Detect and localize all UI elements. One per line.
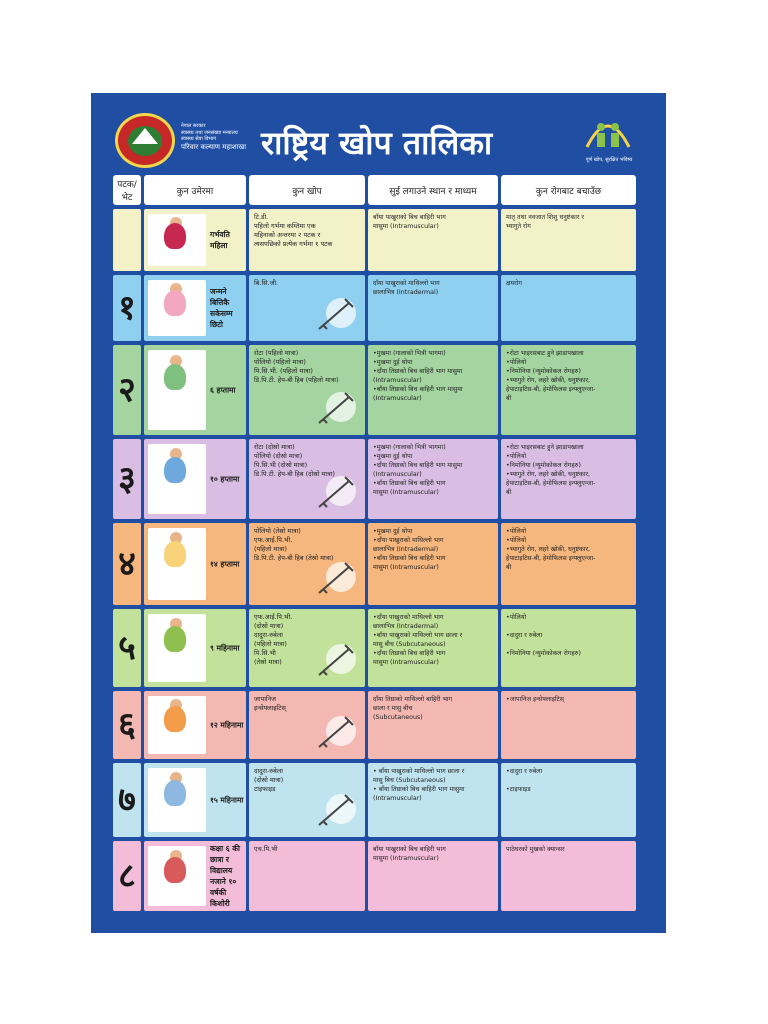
- syringe-icon: [313, 389, 359, 429]
- age-label: जन्मने बित्तिकै सकेसम्म छिटो: [210, 287, 233, 329]
- vaccine-cell: [249, 345, 365, 435]
- schedule-row: [113, 609, 639, 687]
- vaccine-line: एफ.आई.पि.भी.: [254, 536, 293, 544]
- vaccine-line: (दोस्रो मात्रा): [254, 622, 284, 630]
- vaccination-poster: [91, 93, 666, 933]
- disease-cell: [501, 691, 636, 759]
- age-cell: [144, 345, 246, 435]
- vaccine-line: डि.पि.टी. हेप-बी हिब (पहिलो मात्रा): [254, 376, 339, 384]
- site-line: •बाँया तिघ्राको बिच बाहिरी भाग: [373, 480, 446, 487]
- site-line: •मुखमा दुई थोपा: [373, 453, 413, 460]
- schedule-row: [113, 439, 639, 519]
- vaccine-line: (तेस्रो मात्रा): [254, 658, 282, 666]
- site-line: (Intramuscular): [373, 795, 422, 802]
- vaccine-line: पोलियो (पहिलो मात्रा): [254, 358, 306, 366]
- dose-number: ८: [113, 841, 141, 911]
- disease-line: बी: [506, 489, 512, 496]
- age-label: ६ हप्तामा: [210, 385, 236, 395]
- vaccine-line: पहिलो गर्भमा कम्तिमा एक: [254, 222, 316, 230]
- site-line: छालाभित्र (Intradermal): [373, 546, 439, 553]
- vaccine-cell: [249, 609, 365, 687]
- injection-site-cell: [368, 439, 498, 519]
- ministry-line: स्वास्थ्य सेवा विभाग: [181, 136, 217, 142]
- site-line: बाँया पाखुराको बिच बाहिरी भाग: [373, 846, 446, 853]
- vaccine-line: पि.सि.भी: [254, 649, 276, 657]
- site-line: •मुखमा (गालाको भित्री भागमा): [373, 350, 446, 357]
- schedule-row: [113, 275, 639, 341]
- disease-line: बी: [506, 564, 512, 571]
- disease-line: हेपाटाइटिस-बी, हेमोफिलस इन्फ्लुएन्जा-: [506, 555, 596, 562]
- site-line: (Intramuscular): [373, 395, 422, 402]
- site-line: •बाँया तिघ्राको बिच बाहिरी भाग मासुमा: [373, 386, 463, 393]
- age-cell: [144, 209, 246, 271]
- disease-line: •जापानिज इन्सेफ्लाइटिस्: [506, 696, 564, 703]
- site-line: •दाँया तिघ्राको बिच बाहिरी भाग मासुमा: [373, 368, 463, 375]
- child-illustration-icon: [148, 444, 206, 514]
- site-line: मासुमा (Intramuscular): [373, 659, 439, 666]
- vaccine-line: पि.सि.भी (दोस्रो मात्रा): [254, 461, 308, 469]
- disease-cell: [501, 609, 636, 687]
- disease-line: बी: [506, 395, 512, 402]
- government-emblem: [115, 113, 175, 168]
- age-cell: [144, 609, 246, 687]
- disease-line: •भ्यागुते रोग, लहरे खोकी, धनुष्टंकार,: [506, 546, 591, 553]
- syringe-icon: [313, 641, 359, 681]
- child-illustration-icon: [148, 280, 206, 336]
- bottom-band: [91, 919, 666, 933]
- age-cell: [144, 523, 246, 605]
- disease-line: •दादुरा र रुबेला: [506, 632, 543, 639]
- site-line: •दाँया तिघ्राको बिच बाहिरी भाग: [373, 650, 446, 657]
- disease-cell: [501, 275, 636, 341]
- dose-number: १: [113, 275, 141, 341]
- disease-line: हेपाटाइटिस-बी, हेमोफिलस इन्फ्लुएन्जा-: [506, 386, 596, 393]
- site-line: •दाँया तिघ्राको बिच बाहिरी भाग मासुमा: [373, 462, 463, 469]
- vaccine-line: दादुरा-रुबेला: [254, 631, 283, 639]
- disease-line: क्षयरोग: [506, 280, 522, 287]
- site-line: बाँया पाखुराको बिच बाहिरी भाग: [373, 214, 446, 221]
- dose-number: ३: [113, 439, 141, 519]
- syringe-icon: [313, 473, 359, 513]
- column-header: सुई लगाउने स्थान र माध्यम: [368, 175, 498, 205]
- child-illustration-icon: [148, 214, 206, 266]
- disease-line: •भ्यागुते रोग, लहरे खोकी, धनुष्टंकार,: [506, 377, 591, 384]
- disease-cell: [501, 345, 636, 435]
- vaccine-line: त्यसपछिको प्रत्येक गर्भमा १ पटक: [254, 240, 333, 248]
- vaccine-line: पोलियो (तेस्रो मात्रा): [254, 527, 301, 535]
- vaccine-cell: [249, 841, 365, 911]
- disease-line: •रोटा भाइरसबाट हुने झाडापखाला: [506, 444, 584, 451]
- disease-line: [506, 776, 631, 785]
- age-cell: [144, 763, 246, 837]
- child-illustration-icon: [148, 846, 206, 906]
- vaccine-line: टि.डी.: [254, 213, 269, 221]
- column-header: कुन खोप: [249, 175, 365, 205]
- child-illustration-icon: [148, 696, 206, 754]
- schedule-row: [113, 345, 639, 435]
- injection-site-cell: [368, 841, 498, 911]
- vaccine-line: डि.पि.टी. हेप-बी हिब (तेस्रो मात्रा): [254, 554, 334, 562]
- vaccine-line: पि.सि.भी. (पहिलो मात्रा): [254, 367, 313, 375]
- vaccine-line: डि.पि.टी. हेप-बी हिब (दोस्रो मात्रा): [254, 470, 335, 478]
- vaccine-cell: [249, 275, 365, 341]
- site-line: मासु बीच (Subcutaneous): [373, 641, 446, 648]
- disease-line: हेपाटाइटिस-बी, हेमोफिलस इन्फ्लुएन्जा-: [506, 480, 596, 487]
- injection-site-cell: [368, 691, 498, 759]
- age-label: १४ हप्तामा: [210, 559, 240, 569]
- vaccine-line: एच.पि.भी: [254, 845, 278, 853]
- schedule-row: [113, 209, 639, 271]
- ministry-line: स्वास्थ्य तथा जनसंख्या मन्त्रालय: [181, 129, 238, 136]
- injection-site-cell: [368, 523, 498, 605]
- column-header: कुन रोगबाट बचाउँछ: [501, 175, 636, 205]
- site-line: मासुमा (Intramuscular): [373, 489, 439, 496]
- schedule-row: [113, 763, 639, 837]
- disease-line: •रोटा भाइरसबाट हुने झाडापखाला: [506, 350, 584, 357]
- vaccine-line: जापानिज: [254, 695, 276, 703]
- vaccine-line: पोलियो (दोस्रो मात्रा): [254, 452, 303, 460]
- site-line: (Intramuscular): [373, 377, 422, 384]
- disease-line: •भ्यागुते रोग, लहरे खोकी, धनुष्टंकार,: [506, 471, 591, 478]
- schedule-row: [113, 523, 639, 605]
- disease-cell: [501, 523, 636, 605]
- vaccine-cell: [249, 691, 365, 759]
- ministry-line: परिवार कल्याण महाशाखा: [181, 142, 247, 151]
- dose-number: ७: [113, 763, 141, 837]
- injection-site-cell: [368, 609, 498, 687]
- disease-line: •दादुरा र रुबेला: [506, 768, 543, 775]
- vaccine-cell: [249, 523, 365, 605]
- vaccine-line: रोटा (दोस्रो मात्रा): [254, 443, 295, 451]
- injection-site-cell: [368, 345, 498, 435]
- age-label: ९ महिनामा: [210, 643, 240, 653]
- site-line: •मुखमा दुई थोपा: [373, 359, 413, 366]
- disease-line: •पोलियो: [506, 453, 527, 460]
- disease-line: •पोलियो: [506, 528, 527, 535]
- injection-site-cell: [368, 763, 498, 837]
- vaccine-line: (दोस्रो मात्रा): [254, 776, 284, 784]
- child-illustration-icon: [148, 768, 206, 832]
- site-line: मासुमा (Intramuscular): [373, 564, 439, 571]
- age-cell: [144, 691, 246, 759]
- site-line: छाला र मासु बीच: [373, 705, 413, 712]
- disease-line: •पोलियो: [506, 537, 527, 544]
- logo-caption: पूर्ण खोप, सुरक्षित भविष्य: [585, 157, 633, 163]
- syringe-icon: [313, 559, 359, 599]
- disease-line: [506, 640, 631, 649]
- disease-line: •निमोनिया (न्युमोकोकल रोगहरु): [506, 368, 581, 375]
- vaccine-line: रोटा (पहिलो मात्रा): [254, 349, 299, 357]
- site-line: •मुखमा दुई थोपा: [373, 528, 413, 535]
- vaccine-line: (पहिलो मात्रा): [254, 545, 287, 553]
- injection-site-cell: [368, 275, 498, 341]
- site-line: दाँया तिघ्राको माथिल्लो बाहिरी भाग: [373, 696, 453, 703]
- age-label: १० हप्तामा: [210, 474, 240, 484]
- disease-line: •पोलियो: [506, 614, 527, 621]
- age-label: गर्भवति महिला: [210, 230, 230, 250]
- site-line: छालाभित्र (Intradermal): [373, 623, 439, 630]
- dose-number: ४: [113, 523, 141, 605]
- disease-line: पाठेघरको मुखको क्यान्सर: [506, 846, 565, 853]
- column-header: कुन उमेरमा: [144, 175, 246, 205]
- vaccine-line: बि.सि.जी.: [254, 279, 279, 287]
- site-line: •बाँया तिघ्राको बिच बाहिरी भाग: [373, 555, 446, 562]
- site-line: मासुमा (Intramuscular): [373, 223, 439, 230]
- vaccine-line: (पहिलो मात्रा): [254, 640, 287, 648]
- disease-line: भ्यागुते रोग: [506, 223, 531, 230]
- disease-line: •पोलियो: [506, 359, 527, 366]
- site-line: मासुमा (Intramuscular): [373, 855, 439, 862]
- disease-line: •टाइफाइड: [506, 786, 531, 793]
- schedule-row: [113, 841, 639, 911]
- poster-title: राष्ट्रिय खोप तालिका: [261, 124, 493, 162]
- child-illustration-icon: [148, 350, 206, 430]
- vaccine-line: दादुरा-रुबेला: [254, 767, 283, 775]
- dose-number: ५: [113, 609, 141, 687]
- age-cell: [144, 439, 246, 519]
- site-line: (Intramuscular): [373, 471, 422, 478]
- dose-number: ६: [113, 691, 141, 759]
- vaccine-line: इन्सेफ्लाइटिस्: [254, 704, 286, 712]
- disease-line: •निमोनिया (न्युमोकोकल रोगहरु): [506, 462, 581, 469]
- site-line: • बाँया पाखुराको माथिल्लो भाग छाला र: [373, 768, 465, 775]
- site-line: •दाँया पाखुराको माथिल्लो भाग: [373, 537, 444, 544]
- site-line: मासु बिच (Subcutaneous): [373, 777, 446, 784]
- disease-cell: [501, 209, 636, 271]
- vaccine-line: महिनाको अन्तरमा २ पटक र: [254, 231, 321, 239]
- vaccine-line: टाइफाइड: [254, 785, 276, 793]
- age-cell: [144, 841, 246, 911]
- site-line: दाँया पाखुराको माथिल्लो भाग: [373, 280, 440, 287]
- disease-cell: [501, 763, 636, 837]
- site-line: छालाभित्र (Intradermal): [373, 289, 439, 296]
- vaccine-cell: [249, 763, 365, 837]
- disease-cell: [501, 841, 636, 911]
- age-label: कक्षा ६ की छात्रा र विद्यालय नजाने १० वर्षकी किशोरी: [210, 844, 240, 908]
- vaccine-cell: [249, 209, 365, 271]
- dose-number: २: [113, 345, 141, 435]
- age-cell: [144, 275, 246, 341]
- ministry-text: [181, 123, 261, 152]
- syringe-icon: [313, 791, 359, 831]
- age-label: १२ महिनामा: [210, 720, 244, 730]
- site-line: •मुखमा (गालाको भित्री भागमा): [373, 444, 446, 451]
- disease-line: [506, 622, 631, 631]
- column-header: पटक/ भेट: [113, 175, 141, 205]
- schedule-rows: [113, 209, 639, 915]
- child-illustration-icon: [148, 528, 206, 600]
- ministry-line: नेपाल सरकार: [181, 123, 206, 129]
- family-logo-icon: [583, 111, 633, 155]
- injection-site-cell: [368, 209, 498, 271]
- site-line: •बाँया पाखुराको माथिल्लो भाग छाला र: [373, 632, 463, 639]
- vaccine-cell: [249, 439, 365, 519]
- disease-line: •निमोनिया (न्युमोकोकल रोगहरु): [506, 650, 581, 657]
- dose-number: [113, 209, 141, 271]
- syringe-icon: [313, 295, 359, 335]
- site-line: • बाँया तिघ्राको बिच बाहिरी भाग मासुमा: [373, 786, 465, 793]
- child-illustration-icon: [148, 614, 206, 682]
- syringe-icon: [313, 713, 359, 753]
- site-line: •दाँया पाखुराको माथिल्लो भाग: [373, 614, 444, 621]
- site-line: (Subcutaneous): [373, 714, 423, 721]
- vaccine-line: एफ.आई.पि.भी.: [254, 613, 293, 621]
- table-header: [113, 175, 639, 205]
- age-label: १५ महिनामा: [210, 795, 244, 805]
- schedule-row: [113, 691, 639, 759]
- disease-cell: [501, 439, 636, 519]
- disease-line: मातृ तथा नवजात शिशु धनुष्टंकार र: [506, 214, 584, 221]
